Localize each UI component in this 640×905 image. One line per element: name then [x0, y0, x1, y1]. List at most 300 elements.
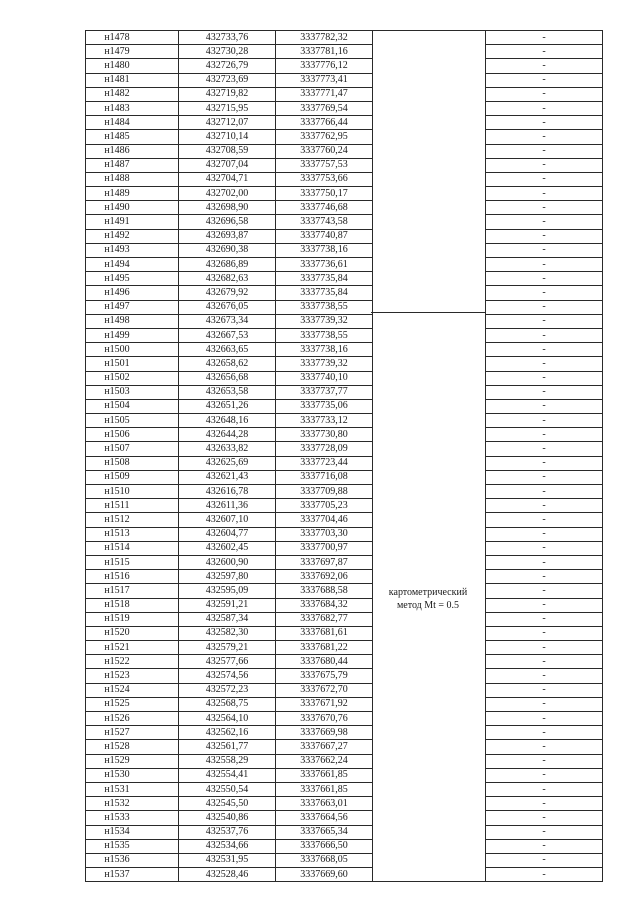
table-row [86, 541, 603, 555]
table-row [86, 782, 603, 796]
x-coordinate-cell: 432550,54 [179, 782, 276, 796]
table-row [86, 399, 603, 413]
x-coordinate-cell: 432582,30 [179, 626, 276, 640]
y-coordinate-cell: 3337773,41 [276, 73, 373, 87]
note-cell: - [486, 825, 603, 839]
note-cell: - [486, 172, 603, 186]
point-id-cell: н1494 [86, 258, 179, 272]
method-cell-text [371, 586, 485, 612]
table-row [86, 286, 603, 300]
table-row [86, 513, 603, 527]
note-cell: - [486, 499, 603, 513]
note-cell: - [486, 101, 603, 115]
table-row [86, 669, 603, 683]
note-cell: - [486, 258, 603, 272]
table-row [86, 172, 603, 186]
point-id-cell: н1517 [86, 584, 179, 598]
table-row [86, 470, 603, 484]
note-cell: - [486, 470, 603, 484]
point-id-cell: н1492 [86, 229, 179, 243]
table-row [86, 626, 603, 640]
note-cell: - [486, 144, 603, 158]
table-row [86, 527, 603, 541]
x-coordinate-cell: 432554,41 [179, 768, 276, 782]
note-cell: - [486, 357, 603, 371]
note-cell: - [486, 697, 603, 711]
point-id-cell: н1513 [86, 527, 179, 541]
table-row [86, 328, 603, 342]
method-cell [373, 59, 486, 73]
table-row [86, 187, 603, 201]
note-cell: - [486, 612, 603, 626]
point-id-cell: н1498 [86, 314, 179, 328]
note-cell: - [486, 414, 603, 428]
method-cell [373, 258, 486, 272]
point-id-cell: н1478 [86, 31, 179, 45]
y-coordinate-cell: 3337703,30 [276, 527, 373, 541]
method-cell [373, 357, 486, 371]
point-id-cell: н1519 [86, 612, 179, 626]
method-cell [373, 839, 486, 853]
x-coordinate-cell: 432651,26 [179, 399, 276, 413]
x-coordinate-cell: 432607,10 [179, 513, 276, 527]
y-coordinate-cell: 3337735,84 [276, 286, 373, 300]
y-coordinate-cell: 3337682,77 [276, 612, 373, 626]
y-coordinate-cell: 3337740,10 [276, 371, 373, 385]
x-coordinate-cell: 432704,71 [179, 172, 276, 186]
x-coordinate-cell: 432625,69 [179, 456, 276, 470]
point-id-cell: н1524 [86, 683, 179, 697]
note-cell: - [486, 839, 603, 853]
note-cell: - [486, 130, 603, 144]
note-cell: - [486, 201, 603, 215]
table-row [86, 584, 603, 598]
table-row [86, 570, 603, 584]
x-coordinate-cell: 432564,10 [179, 712, 276, 726]
point-id-cell: н1529 [86, 754, 179, 768]
method-cell [373, 442, 486, 456]
x-coordinate-cell: 432679,92 [179, 286, 276, 300]
y-coordinate-cell: 3337730,80 [276, 428, 373, 442]
table-row [86, 314, 603, 328]
x-coordinate-cell: 432562,16 [179, 726, 276, 740]
note-cell: - [486, 59, 603, 73]
y-coordinate-cell: 3337750,17 [276, 187, 373, 201]
table-row [86, 442, 603, 456]
x-coordinate-cell: 432648,16 [179, 414, 276, 428]
y-coordinate-cell: 3337739,32 [276, 357, 373, 371]
method-cell [373, 811, 486, 825]
table-row [86, 300, 603, 314]
table-row [86, 797, 603, 811]
method-cell [373, 172, 486, 186]
point-id-cell: н1510 [86, 485, 179, 499]
note-cell: - [486, 314, 603, 328]
note-cell: - [486, 868, 603, 882]
note-cell: - [486, 485, 603, 499]
point-id-cell: н1536 [86, 853, 179, 867]
method-cell [373, 825, 486, 839]
point-id-cell: н1508 [86, 456, 179, 470]
point-id-cell: н1482 [86, 87, 179, 101]
x-coordinate-cell: 432667,53 [179, 328, 276, 342]
x-coordinate-cell: 432644,28 [179, 428, 276, 442]
x-coordinate-cell: 432528,46 [179, 868, 276, 882]
point-id-cell: н1489 [86, 187, 179, 201]
method-cell [373, 187, 486, 201]
x-coordinate-cell: 432568,75 [179, 697, 276, 711]
x-coordinate-cell: 432579,21 [179, 641, 276, 655]
table-row [86, 73, 603, 87]
table-row [86, 343, 603, 357]
y-coordinate-cell: 3337766,44 [276, 116, 373, 130]
x-coordinate-cell: 432537,76 [179, 825, 276, 839]
note-cell: - [486, 45, 603, 59]
method-cell [373, 768, 486, 782]
note-cell: - [486, 187, 603, 201]
method-cell [373, 499, 486, 513]
point-id-cell: н1493 [86, 243, 179, 257]
point-id-cell: н1500 [86, 343, 179, 357]
table-row [86, 811, 603, 825]
y-coordinate-cell: 3337769,54 [276, 101, 373, 115]
point-id-cell: н1511 [86, 499, 179, 513]
table-row [86, 868, 603, 882]
method-cell [373, 272, 486, 286]
point-id-cell: н1537 [86, 868, 179, 882]
x-coordinate-cell: 432558,29 [179, 754, 276, 768]
method-cell [373, 797, 486, 811]
method-cell [373, 513, 486, 527]
point-id-cell: н1486 [86, 144, 179, 158]
table-row [86, 683, 603, 697]
x-coordinate-cell: 432577,66 [179, 655, 276, 669]
note-cell: - [486, 782, 603, 796]
coordinates-table-container [85, 30, 603, 882]
x-coordinate-cell: 432663,65 [179, 343, 276, 357]
point-id-cell: н1507 [86, 442, 179, 456]
method-cell [373, 428, 486, 442]
y-coordinate-cell: 3337746,68 [276, 201, 373, 215]
y-coordinate-cell: 3337672,70 [276, 683, 373, 697]
method-group-divider [371, 312, 485, 313]
note-cell: - [486, 343, 603, 357]
note-cell: - [486, 797, 603, 811]
method-cell [373, 229, 486, 243]
y-coordinate-cell: 3337688,58 [276, 584, 373, 598]
table-row [86, 130, 603, 144]
x-coordinate-cell: 432604,77 [179, 527, 276, 541]
point-id-cell: н1534 [86, 825, 179, 839]
note-cell: - [486, 598, 603, 612]
table-row [86, 598, 603, 612]
point-id-cell: н1483 [86, 101, 179, 115]
note-cell: - [486, 442, 603, 456]
note-cell: - [486, 399, 603, 413]
table-row [86, 612, 603, 626]
method-cell [373, 712, 486, 726]
table-row [86, 839, 603, 853]
note-cell: - [486, 811, 603, 825]
method-cell [373, 414, 486, 428]
x-coordinate-cell: 432707,04 [179, 158, 276, 172]
table-row [86, 655, 603, 669]
table-row [86, 201, 603, 215]
note-cell: - [486, 328, 603, 342]
point-id-cell: н1528 [86, 740, 179, 754]
point-id-cell: н1504 [86, 399, 179, 413]
x-coordinate-cell: 432708,59 [179, 144, 276, 158]
method-cell [373, 669, 486, 683]
x-coordinate-cell: 432540,86 [179, 811, 276, 825]
point-id-cell: н1501 [86, 357, 179, 371]
point-id-cell: н1490 [86, 201, 179, 215]
point-id-cell: н1497 [86, 300, 179, 314]
y-coordinate-cell: 3337661,85 [276, 768, 373, 782]
table-row [86, 371, 603, 385]
y-coordinate-cell: 3337781,16 [276, 45, 373, 59]
point-id-cell: н1505 [86, 414, 179, 428]
y-coordinate-cell: 3337681,61 [276, 626, 373, 640]
point-id-cell: н1530 [86, 768, 179, 782]
note-cell: - [486, 712, 603, 726]
method-cell [373, 101, 486, 115]
note-cell: - [486, 272, 603, 286]
y-coordinate-cell: 3337716,08 [276, 470, 373, 484]
method-cell [373, 641, 486, 655]
x-coordinate-cell: 432621,43 [179, 470, 276, 484]
x-coordinate-cell: 432723,69 [179, 73, 276, 87]
method-cell [373, 868, 486, 882]
method-line-1: картометрический [388, 587, 468, 598]
note-cell: - [486, 513, 603, 527]
y-coordinate-cell: 3337739,32 [276, 314, 373, 328]
y-coordinate-cell: 3337663,01 [276, 797, 373, 811]
method-cell [373, 697, 486, 711]
x-coordinate-cell: 432534,66 [179, 839, 276, 853]
note-cell: - [486, 300, 603, 314]
y-coordinate-cell: 3337738,55 [276, 300, 373, 314]
y-coordinate-cell: 3337736,61 [276, 258, 373, 272]
table-row [86, 641, 603, 655]
method-cell [373, 726, 486, 740]
method-cell [373, 45, 486, 59]
method-cell [373, 130, 486, 144]
note-cell: - [486, 754, 603, 768]
note-cell: - [486, 527, 603, 541]
point-id-cell: н1499 [86, 328, 179, 342]
y-coordinate-cell: 3337709,88 [276, 485, 373, 499]
y-coordinate-cell: 3337668,05 [276, 853, 373, 867]
x-coordinate-cell: 432719,82 [179, 87, 276, 101]
y-coordinate-cell: 3337692,06 [276, 570, 373, 584]
method-cell [373, 782, 486, 796]
note-cell: - [486, 626, 603, 640]
x-coordinate-cell: 432572,23 [179, 683, 276, 697]
y-coordinate-cell: 3337728,09 [276, 442, 373, 456]
x-coordinate-cell: 432658,62 [179, 357, 276, 371]
y-coordinate-cell: 3337705,23 [276, 499, 373, 513]
point-id-cell: н1480 [86, 59, 179, 73]
point-id-cell: н1509 [86, 470, 179, 484]
table-row [86, 272, 603, 286]
x-coordinate-cell: 432686,89 [179, 258, 276, 272]
note-cell: - [486, 683, 603, 697]
coordinates-table [85, 30, 603, 882]
y-coordinate-cell: 3337667,27 [276, 740, 373, 754]
note-cell: - [486, 555, 603, 569]
table-row [86, 428, 603, 442]
table-row [86, 740, 603, 754]
note-cell: - [486, 541, 603, 555]
table-row [86, 116, 603, 130]
method-cell [373, 144, 486, 158]
x-coordinate-cell: 432595,09 [179, 584, 276, 598]
note-cell: - [486, 286, 603, 300]
y-coordinate-cell: 3337782,32 [276, 31, 373, 45]
method-cell [373, 385, 486, 399]
point-id-cell: н1533 [86, 811, 179, 825]
method-cell [373, 328, 486, 342]
table-row [86, 31, 603, 45]
x-coordinate-cell: 432587,34 [179, 612, 276, 626]
table-row [86, 258, 603, 272]
table-body [86, 31, 603, 882]
point-id-cell: н1503 [86, 385, 179, 399]
y-coordinate-cell: 3337738,55 [276, 328, 373, 342]
table-row [86, 45, 603, 59]
point-id-cell: н1512 [86, 513, 179, 527]
table-row [86, 768, 603, 782]
y-coordinate-cell: 3337669,98 [276, 726, 373, 740]
y-coordinate-cell: 3337762,95 [276, 130, 373, 144]
method-cell [373, 215, 486, 229]
y-coordinate-cell: 3337735,84 [276, 272, 373, 286]
point-id-cell: н1532 [86, 797, 179, 811]
point-id-cell: н1495 [86, 272, 179, 286]
note-cell: - [486, 229, 603, 243]
method-cell [373, 399, 486, 413]
method-cell [373, 201, 486, 215]
point-id-cell: н1514 [86, 541, 179, 555]
point-id-cell: н1506 [86, 428, 179, 442]
y-coordinate-cell: 3337666,50 [276, 839, 373, 853]
point-id-cell: н1526 [86, 712, 179, 726]
table-row [86, 853, 603, 867]
y-coordinate-cell: 3337738,16 [276, 343, 373, 357]
point-id-cell: н1527 [86, 726, 179, 740]
x-coordinate-cell: 432715,95 [179, 101, 276, 115]
x-coordinate-cell: 432574,56 [179, 669, 276, 683]
x-coordinate-cell: 432693,87 [179, 229, 276, 243]
method-cell [373, 740, 486, 754]
table-row [86, 158, 603, 172]
x-coordinate-cell: 432531,95 [179, 853, 276, 867]
method-cell [373, 626, 486, 640]
method-cell [373, 314, 486, 328]
table-row [86, 726, 603, 740]
method-cell [373, 485, 486, 499]
point-id-cell: н1523 [86, 669, 179, 683]
table-row [86, 712, 603, 726]
point-id-cell: н1535 [86, 839, 179, 853]
x-coordinate-cell: 432733,76 [179, 31, 276, 45]
point-id-cell: н1521 [86, 641, 179, 655]
y-coordinate-cell: 3337661,85 [276, 782, 373, 796]
method-cell [373, 243, 486, 257]
table-row [86, 144, 603, 158]
table-row [86, 555, 603, 569]
y-coordinate-cell: 3337735,06 [276, 399, 373, 413]
method-cell [373, 655, 486, 669]
x-coordinate-cell: 432730,28 [179, 45, 276, 59]
x-coordinate-cell: 432702,00 [179, 187, 276, 201]
x-coordinate-cell: 432712,07 [179, 116, 276, 130]
y-coordinate-cell: 3337670,76 [276, 712, 373, 726]
note-cell: - [486, 669, 603, 683]
note-cell: - [486, 740, 603, 754]
table-row [86, 229, 603, 243]
note-cell: - [486, 371, 603, 385]
table-row [86, 456, 603, 470]
point-id-cell: н1515 [86, 555, 179, 569]
point-id-cell: н1518 [86, 598, 179, 612]
method-cell [373, 683, 486, 697]
y-coordinate-cell: 3337760,24 [276, 144, 373, 158]
x-coordinate-cell: 432561,77 [179, 740, 276, 754]
point-id-cell: н1516 [86, 570, 179, 584]
y-coordinate-cell: 3337700,97 [276, 541, 373, 555]
point-id-cell: н1522 [86, 655, 179, 669]
x-coordinate-cell: 432653,58 [179, 385, 276, 399]
note-cell: - [486, 87, 603, 101]
y-coordinate-cell: 3337743,58 [276, 215, 373, 229]
y-coordinate-cell: 3337662,24 [276, 754, 373, 768]
x-coordinate-cell: 432682,63 [179, 272, 276, 286]
method-cell [373, 612, 486, 626]
method-cell [373, 286, 486, 300]
method-cell [373, 87, 486, 101]
x-coordinate-cell: 432676,05 [179, 300, 276, 314]
x-coordinate-cell: 432591,21 [179, 598, 276, 612]
method-cell [373, 73, 486, 87]
x-coordinate-cell: 432611,36 [179, 499, 276, 513]
point-id-cell: н1491 [86, 215, 179, 229]
note-cell: - [486, 655, 603, 669]
y-coordinate-cell: 3337669,60 [276, 868, 373, 882]
method-cell [373, 371, 486, 385]
table-row [86, 59, 603, 73]
y-coordinate-cell: 3337771,47 [276, 87, 373, 101]
method-cell [373, 456, 486, 470]
method-cell [373, 853, 486, 867]
method-cell [373, 527, 486, 541]
y-coordinate-cell: 3337757,53 [276, 158, 373, 172]
point-id-cell: н1484 [86, 116, 179, 130]
point-id-cell: н1479 [86, 45, 179, 59]
y-coordinate-cell: 3337733,12 [276, 414, 373, 428]
note-cell: - [486, 31, 603, 45]
y-coordinate-cell: 3337753,66 [276, 172, 373, 186]
note-cell: - [486, 385, 603, 399]
table-row [86, 697, 603, 711]
point-id-cell: н1487 [86, 158, 179, 172]
point-id-cell: н1520 [86, 626, 179, 640]
y-coordinate-cell: 3337776,12 [276, 59, 373, 73]
y-coordinate-cell: 3337697,87 [276, 555, 373, 569]
note-cell: - [486, 853, 603, 867]
table-row [86, 499, 603, 513]
